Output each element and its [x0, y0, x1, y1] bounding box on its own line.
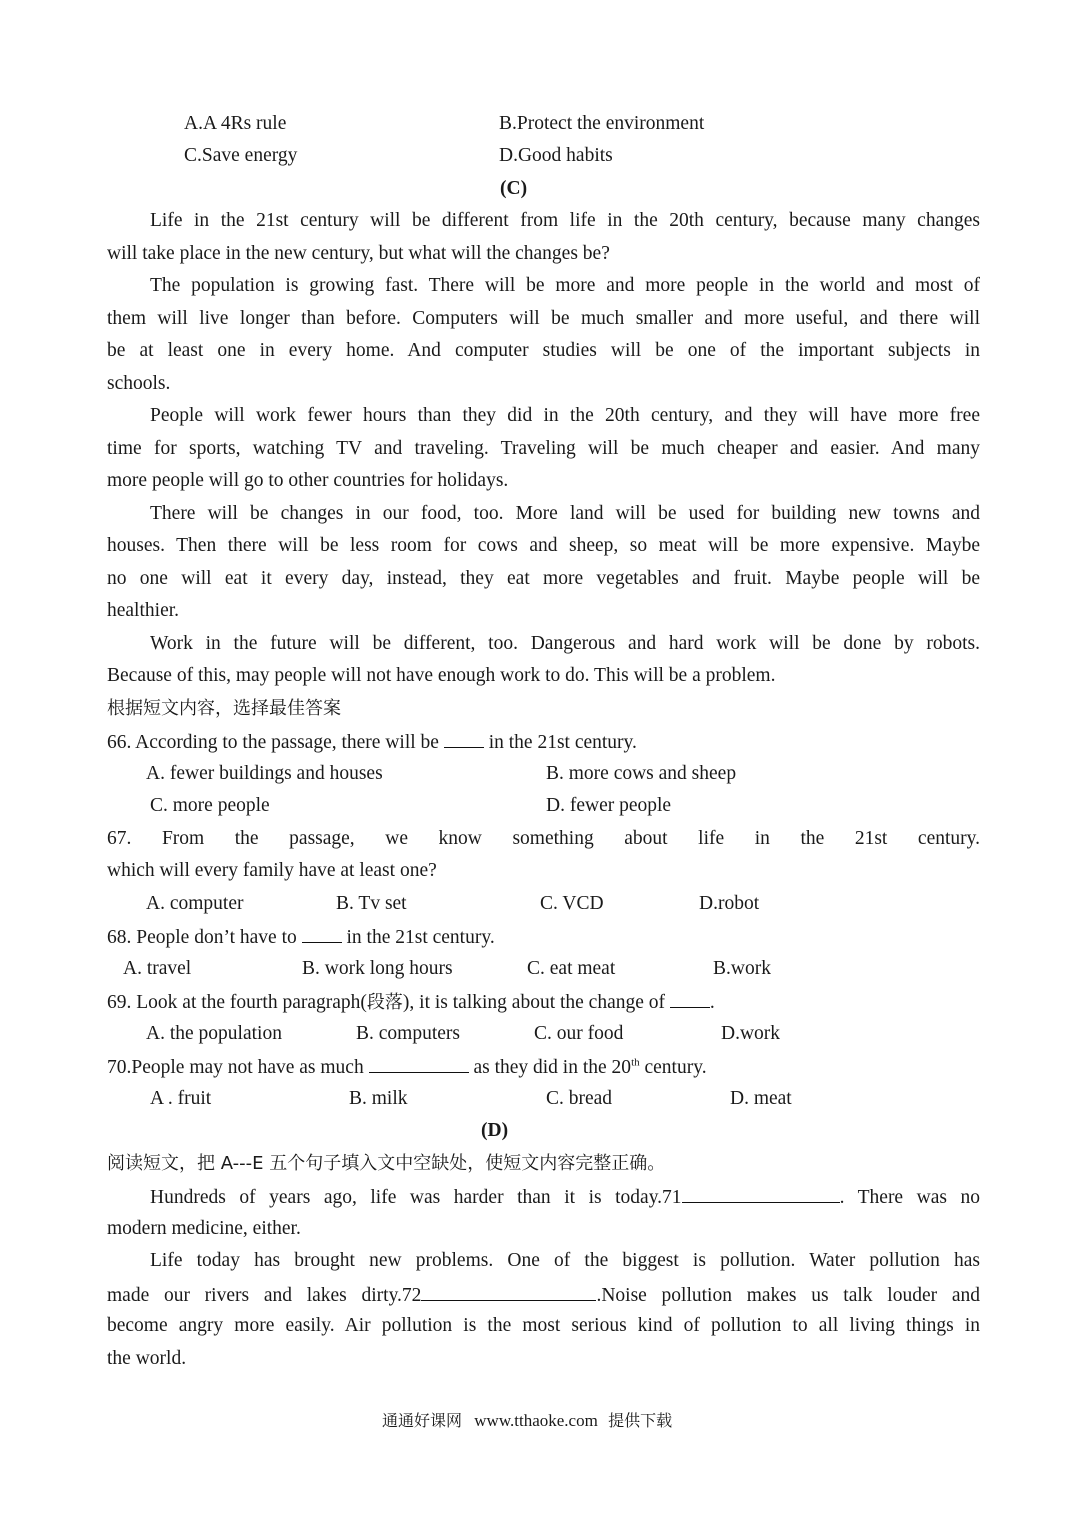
question-66 [107, 729, 637, 755]
paragraph-3-line-3: more people will go to other countries for holidays. [107, 470, 509, 491]
answer-blank-72[interactable] [421, 1282, 596, 1301]
option-a: A.A 4Rs rule [184, 113, 287, 134]
question-69 [107, 989, 715, 1015]
paragraph-1-line-2: will take place in the new century, but what will the changes be? [107, 243, 610, 264]
section-d-paragraph-2-line-2 [107, 1282, 980, 1308]
answer-blank[interactable] [670, 989, 710, 1008]
q68-option-a: A. travel [123, 958, 192, 979]
answer-blank[interactable] [369, 1054, 469, 1073]
q69-option-c: C. our food [534, 1023, 624, 1044]
paragraph-3-line-1: People will work fewer hours than they did in the 20th century, and they will have more free [150, 405, 980, 426]
paragraph-4-line-4: healthier. [107, 600, 180, 621]
q67-option-b: B. Tv set [336, 893, 407, 914]
section-c-heading: (C) [500, 178, 528, 199]
paragraph-2-line-2: them will live longer than before. Computers will be much smaller and more useful, and there will [107, 308, 980, 329]
section-d-p1-text-start: Hundreds of years ago, life was harder than it is today.71 [150, 1187, 682, 1208]
question-66-stem-end: in the 21st century. [488, 732, 637, 753]
question-68-stem-start: 68. People don’t have to [107, 927, 297, 948]
footer-suffix: 提供下载 [608, 1411, 673, 1430]
option-b: B.Protect the environment [499, 113, 705, 134]
section-d-instruction: 阅读短文，把 A---E 五个句子填入文中空缺处，使短文内容完整正确。 [107, 1153, 666, 1174]
question-66-stem-start: 66. According to the passage, there will be [107, 732, 439, 753]
question-68 [107, 924, 495, 950]
paragraph-4-line-2: houses. Then there will be less room for cows and sheep, so meat will be more expensive. Maybe [107, 535, 980, 556]
paragraph-2-line-4: schools. [107, 373, 171, 394]
section-d-heading: (D) [481, 1120, 509, 1141]
q70-option-c: C. bread [546, 1088, 613, 1109]
question-70-stem-start: 70.People may not have as much [107, 1057, 364, 1078]
q69-option-b: B. computers [356, 1023, 460, 1044]
section-d-paragraph-2-line-4: the world. [107, 1348, 187, 1369]
superscript-th: th [631, 1056, 640, 1069]
question-69-stem-end: . [709, 992, 715, 1013]
q67-option-d: D.robot [699, 893, 760, 914]
q68-option-d: B.work [713, 958, 771, 979]
q70-option-b: B. milk [349, 1088, 408, 1109]
section-d-paragraph-1-line-2: modern medicine, either. [107, 1218, 301, 1239]
paragraph-5-line-1: Work in the future will be different, too. Dangerous and hard work will be done by robots. [150, 633, 980, 654]
paragraph-1-line-1: Life in the 21st century will be different from life in the 20th century, because many changes [150, 210, 980, 231]
section-d-p1-text-end: . There was no [839, 1187, 980, 1208]
section-d-p2-text-end: .Noise pollution makes us talk louder and [596, 1285, 980, 1306]
q66-option-c: C. more people [150, 795, 270, 816]
question-67-line-2: which will every family have at least one? [107, 860, 437, 881]
option-c: C.Save energy [184, 145, 298, 166]
q70-option-a: A . fruit [150, 1088, 212, 1109]
q69-option-d: D.work [721, 1023, 781, 1044]
paragraph-4-line-1: There will be changes in our food, too. More land will be used for building new towns and [150, 503, 980, 524]
q69-option-a: A. the population [146, 1023, 282, 1044]
question-70-stem-end: century. [639, 1057, 707, 1078]
section-d-paragraph-2-line-3: become angry more easily. Air pollution is the most serious kind of pollution to all living things in [107, 1315, 980, 1336]
question-70-stem-middle: as they did in the 20 [473, 1057, 632, 1078]
section-c-instruction: 根据短文内容，选择最佳答案 [107, 698, 341, 719]
question-68-stem-end: in the 21st century. [346, 927, 495, 948]
answer-blank[interactable] [444, 729, 484, 748]
paragraph-2-line-1: The population is growing fast. There will be more and more people in the world and most of [150, 275, 980, 296]
footer-url[interactable]: www.tthaoke.com [474, 1411, 598, 1430]
q68-option-b: B. work long hours [302, 958, 453, 979]
paragraph-2-line-3: be at least one in every home. And computer studies will be one of the important subjects in [107, 340, 980, 361]
q66-option-b: B. more cows and sheep [546, 763, 737, 784]
question-67-line-1: 67. From the passage, we know something about life in the 21st century. [107, 828, 980, 849]
page-footer [382, 1409, 672, 1433]
q70-option-d: D. meat [730, 1088, 792, 1109]
answer-blank-71[interactable] [682, 1184, 840, 1203]
section-d-paragraph-1-line-1 [150, 1184, 980, 1210]
q68-option-c: C. eat meat [527, 958, 616, 979]
paragraph-5-line-2: Because of this, may people will not have enough work to do. This will be a problem. [107, 665, 776, 686]
q66-option-a: A. fewer buildings and houses [146, 763, 383, 784]
answer-blank[interactable] [302, 924, 342, 943]
question-69-stem-start: 69. Look at the fourth paragraph( [107, 992, 367, 1013]
question-69-cjk-word: 段落 [366, 992, 403, 1013]
question-70 [107, 1054, 707, 1080]
option-d: D.Good habits [499, 145, 613, 166]
q67-option-a: A. computer [146, 893, 244, 914]
q67-option-c: C. VCD [540, 893, 604, 914]
paragraph-3-line-2: time for sports, watching TV and traveling. Traveling will be much cheaper and easier. And many [107, 438, 980, 459]
section-d-p2-text-start: made our rivers and lakes dirty.72 [107, 1285, 422, 1306]
footer-site-name: 通通好课网 [382, 1411, 463, 1430]
paragraph-4-line-3: no one will eat it every day, instead, they eat more vegetables and fruit. Maybe people will be [107, 568, 980, 589]
section-d-paragraph-2-line-1: Life today has brought new problems. One of the biggest is pollution. Water pollution has [150, 1250, 980, 1271]
question-69-stem-middle: ), it is talking about the change of [402, 992, 666, 1013]
q66-option-d: D. fewer people [546, 795, 672, 816]
